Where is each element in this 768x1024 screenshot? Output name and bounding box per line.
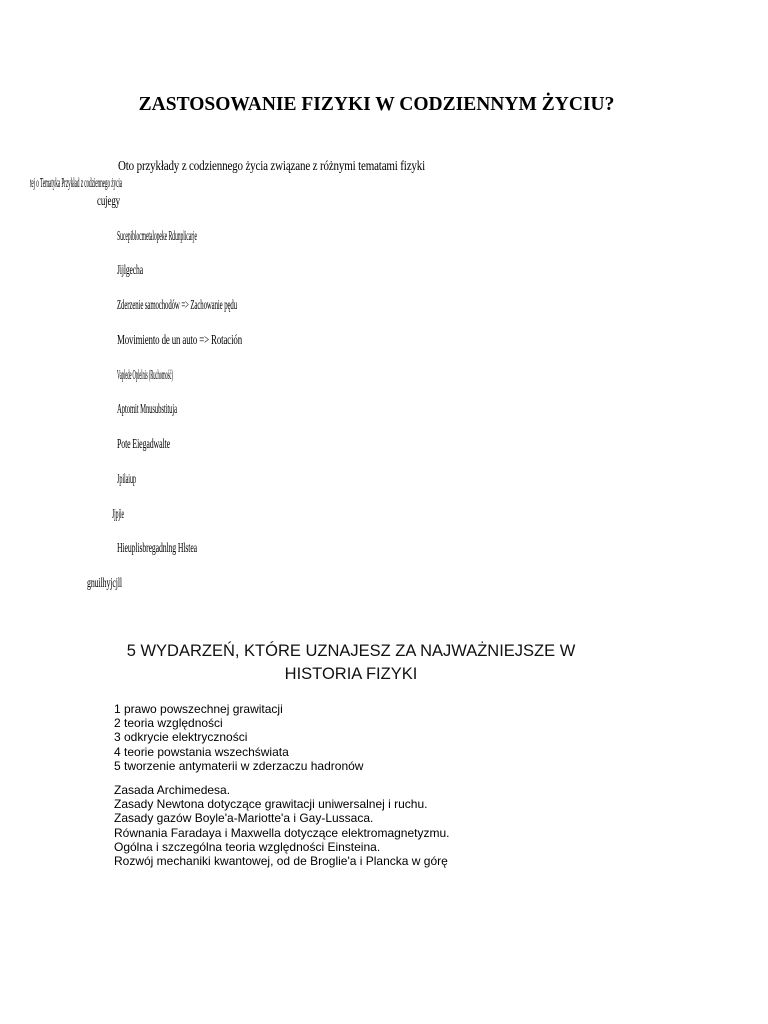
- list-item: 3 odkrycie elektryczności: [114, 730, 248, 745]
- intro-text: Oto przykłady z codziennego życia związane z różnymi tematami fizyki: [118, 159, 425, 174]
- compressed-line: Zderzenie samochodów => Zachowanie pędu: [117, 298, 237, 313]
- list-item: Zasady Newtona dotyczące grawitacji uniwersalnej i ruchu.: [114, 797, 428, 812]
- compressed-line: tej o Tematyka Przykład z codziennego życia: [30, 176, 122, 191]
- compressed-line: gnuilhyjcjll: [87, 576, 122, 591]
- compressed-line: Hieuplisbregadnlng Hlstea: [117, 541, 197, 556]
- list-item: 4 teorie powstania wszechświata: [114, 744, 289, 759]
- list-item: Rozwój mechaniki kwantowej, od de Broglie'a i Plancka w górę: [114, 854, 448, 869]
- list-item: Zasada Archimedesa.: [114, 783, 231, 797]
- compressed-line: Jpilaiup: [117, 472, 136, 487]
- section-heading-line: 5 WYDARZEŃ, KTÓRE UZNAJESZ ZA NAJWAŻNIEJSZE W: [126, 642, 576, 660]
- compressed-line: Vaplede Oplelnis (Ruchomość): [117, 368, 173, 383]
- section-heading: [101, 640, 601, 686]
- section-heading-line: HISTORIA FIZYKI: [284, 665, 418, 683]
- list-item: Ogólna i szczególna teoria względności Einsteina.: [114, 839, 381, 854]
- list-item: 1 prawo powszechnej grawitacji: [114, 702, 283, 716]
- events-list: [114, 702, 363, 773]
- list-item: 5 tworzenie antymaterii w zderzaczu hadronów: [114, 758, 364, 773]
- list-item: Równania Faradaya i Maxwella dotyczące elektromagnetyzmu.: [114, 825, 450, 840]
- compressed-line: cujegy: [97, 194, 120, 209]
- principles-list: [114, 783, 450, 868]
- compressed-line: Jijlgecha: [117, 263, 143, 278]
- compressed-line: Movimiento de un auto => Rotación: [117, 333, 242, 348]
- compressed-line: Pote Eiegadwalte: [117, 437, 170, 452]
- list-item: Zasady gazów Boyle'a-Mariotte'a i Gay-Lussaca.: [114, 811, 374, 826]
- compressed-line: Jjpjie: [112, 507, 124, 522]
- compressed-line: Aptomit Mnusubstituja: [117, 402, 177, 417]
- compressed-line: Sucepiblocmetalopeke Rdunplicarje: [117, 229, 197, 244]
- list-item: 2 teoria względności: [114, 716, 223, 731]
- page-title: ZASTOSOWANIE FIZYKI W CODZIENNYM ŻYCIU?: [138, 94, 615, 115]
